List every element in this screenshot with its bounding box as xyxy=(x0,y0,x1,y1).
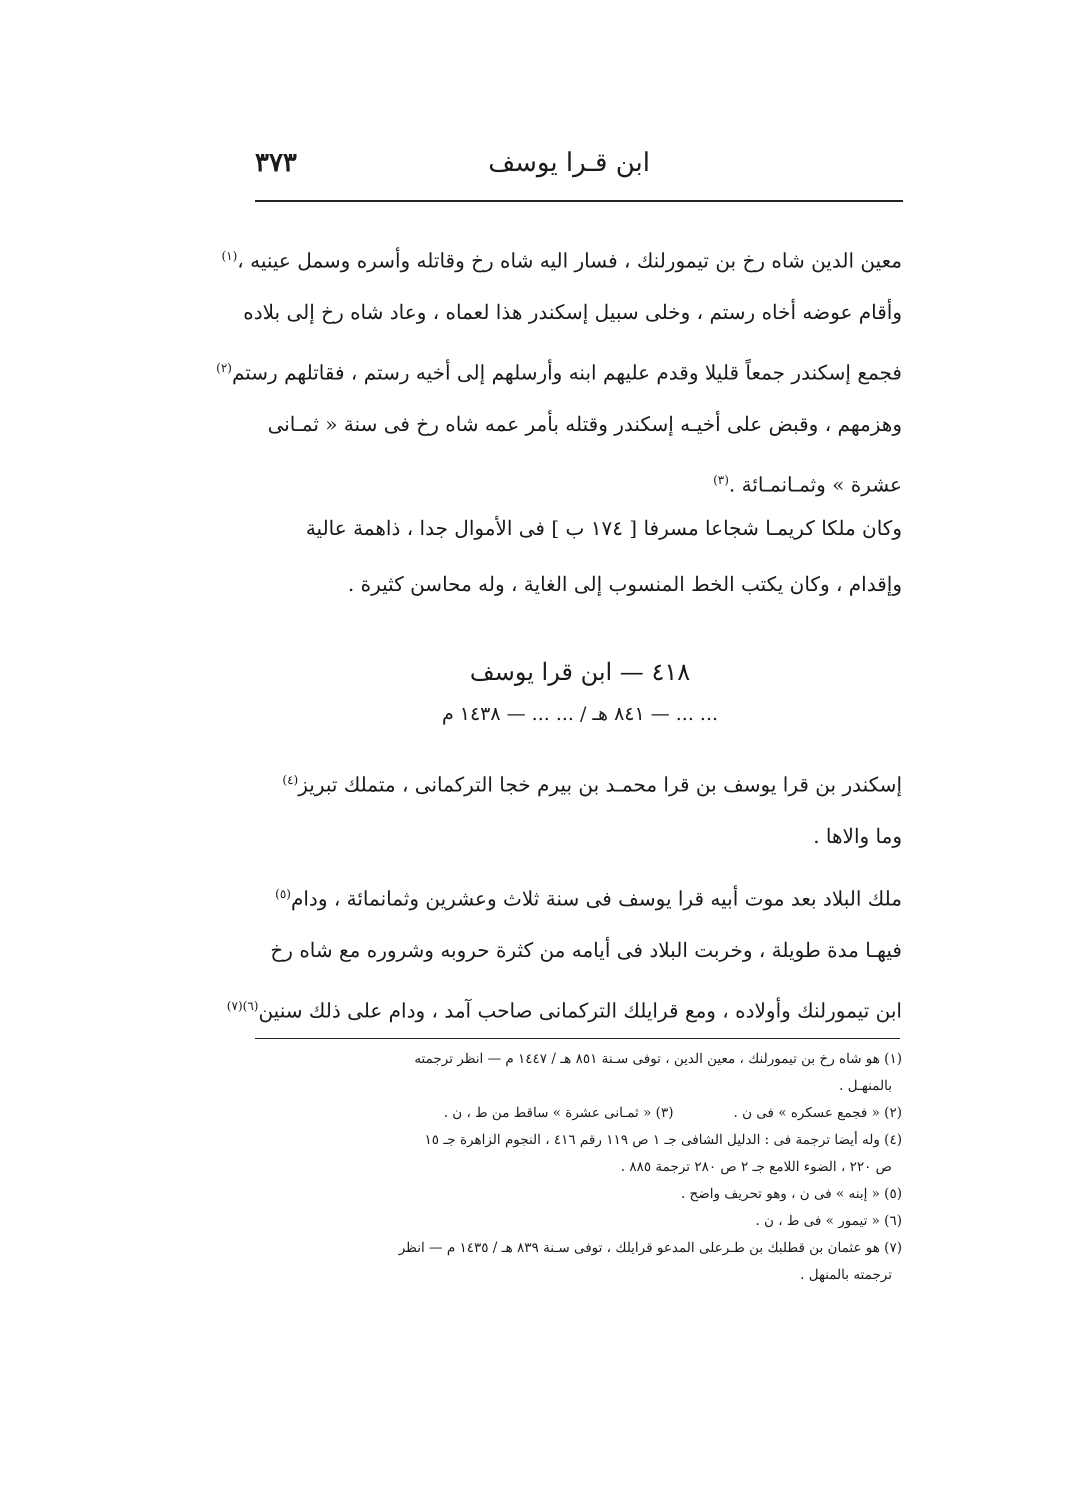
footnote-5: (٥) « إبنه » فى ن ، وهو تحريف واضح . xyxy=(680,1186,902,1202)
text-line: وكان ملكا كريمـا شجاعا مسرفا [ ١٧٤ ب ] فى الأموال جدا ، ذاهمة عالية xyxy=(305,516,902,540)
footnote-reference: (٤) xyxy=(282,773,299,787)
paragraph-4 xyxy=(226,866,902,1034)
text-line: وإقدام ، وكان يكتب الخط المنسوب إلى الغاية ، وله محاسن كثيرة . xyxy=(347,572,902,596)
text-line: ملك البلاد بعد موت أبيه قرا يوسف فى سنة ثلاث وعشرين وثمانمائة ، ودام$^{(٥)}$ xyxy=(275,886,902,911)
paragraph-2 xyxy=(252,500,902,612)
footnote-row xyxy=(252,1100,902,1127)
header-rule xyxy=(255,200,903,202)
running-title: ابن قـرا يوسف xyxy=(488,148,650,178)
text-line: إسكندر بن قرا يوسف بن قرا محمـد بن بيرم خجا التركمانى ، متملك تبريز$^{(٤)}$ xyxy=(282,772,902,797)
entry-heading xyxy=(255,650,905,734)
text-line: عشرة » وثمـانمـائة .$^{(٣)}$ xyxy=(713,472,902,497)
footnote-4-cont: ص ٢٢٠ ، الضوء اللامع جـ ٢ ص ٢٨٠ ترجمة ٨٨٥ . xyxy=(620,1159,892,1175)
paragraph-3 xyxy=(252,752,902,864)
text-line: وأقام عوضه أخاه رستم ، وخلى سبيل إسكندر هذا لعماه ، وعاد شاه رخ إلى بلاده xyxy=(243,300,902,324)
text-line: فيهـا مدة طويلة ، وخربت البلاد فى أيامه من كثرة حروبه وشروره مع شاه رخ xyxy=(270,938,902,962)
footnotes xyxy=(252,1046,902,1289)
text-line: معين الدين شاه رخ بن تيمورلنك ، فسار اليه شاه رخ وقاتله وأسره وسمل عينيه ،$^{(١)}$ xyxy=(221,248,902,273)
text-line: وما والاها . xyxy=(813,824,902,848)
footnote-reference: (٣) xyxy=(713,473,729,487)
entry-dates: ... ... — ٨٤١ هـ / ... ... — ١٤٣٨ م xyxy=(441,703,719,725)
footnote-reference: (٢) xyxy=(216,361,232,375)
footnote-7-cont: ترجمته بالمنهل . xyxy=(800,1267,892,1283)
page-header xyxy=(255,148,905,190)
footnote-1-cont: بالمنهـل . xyxy=(839,1078,892,1094)
footnote-reference: (٥) xyxy=(275,887,291,901)
text-line: فجمع إسكندر جمعاً قليلا وقدم عليهم ابنه وأرسلهم إلى أخيه رستم ، فقاتلهم رستم$^{(٢)}$ xyxy=(216,360,902,385)
footnote-4: (٤) وله أيضا ترجمة فى : الدليل الشافى جـ ١ ص ١١٩ رقم ٤١٦ ، النجوم الزاهرة جـ ١٥ xyxy=(424,1132,902,1148)
footnote-1: (١) هو شاه رخ بن تيمورلنك ، معين الدين ، توفى سـنة ٨٥١ هـ / ١٤٤٧ م — انظر ترجمته xyxy=(414,1051,902,1067)
text-line: وهزمهم ، وقبض على أخيـه إسكندر وقتله بأمر عمه شاه رخ فى سنة « ثمـانى xyxy=(267,412,902,436)
footnote-rule xyxy=(255,1038,900,1039)
footnote-reference: (١) xyxy=(221,249,238,263)
page-number: ٣٧٣ xyxy=(255,148,297,178)
footnote-reference: (٦) xyxy=(242,999,259,1013)
footnote-6: (٦) « تيمور » فى ط ، ن . xyxy=(755,1213,902,1229)
footnote-3: (٣) « ثمـانى عشرة » ساقط من ط ، ن . xyxy=(443,1105,674,1121)
entry-title: ٤١٨ — ابن قرا يوسف xyxy=(469,658,691,686)
footnote-2: (٢) « فجمع عسكره » فى ن . xyxy=(733,1105,902,1121)
paragraph-1 xyxy=(216,228,902,508)
text-line: ابن تيمورلنك وأولاده ، ومع قرايلك التركمانى صاحب آمد ، ودام على ذلك سنين$^{(٦)(٧)}$ xyxy=(226,998,902,1023)
footnote-7: (٧) هو عثمان بن قطلبك بن طـرعلى المدعو قرايلك ، توفى سـنة ٨٣٩ هـ / ١٤٣٥ م — انظر xyxy=(398,1240,902,1256)
footnote-reference: (٧) xyxy=(226,999,243,1013)
